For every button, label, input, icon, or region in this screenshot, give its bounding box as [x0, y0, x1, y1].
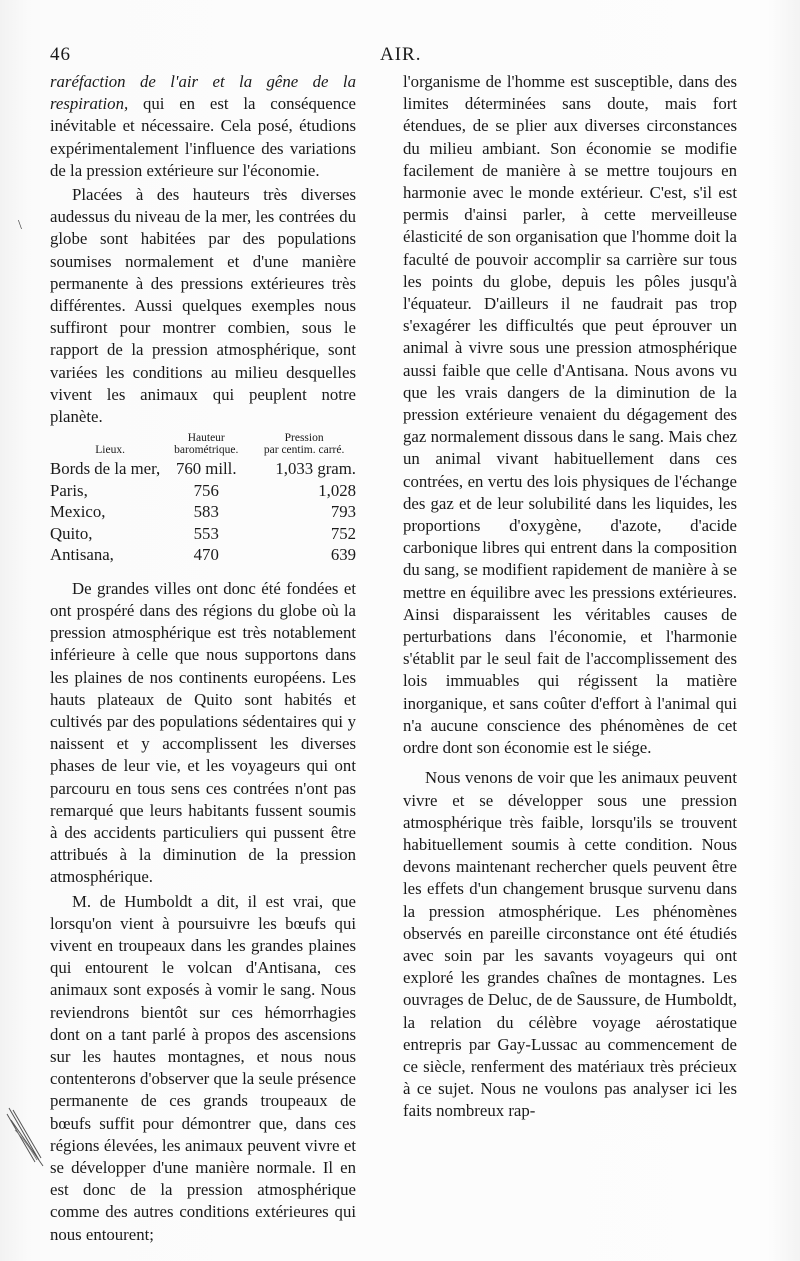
paragraph: M. de Humboldt a dit, il est vrai, que lorsqu'on vient à poursuivre les bœufs qui vivent en troupeaux dans les grandes plaines qui entourent le volcan d'Antisana, ces animaux sont exposés à vomir le sang. Nous reviendrons bientôt sur ces hémorrhagies dont on a tant parlé à propos des ascensions sur les hautes montagnes, et nous nous contenterons d'observer que la seule présence permanente de ces grands troupeaux de bœufs suffit pour démontrer que, dans ces régions élevées, les animaux peuvent vivre et se développer d'une manière normale. Il en est donc de la pression atmosphérique comme des autres conditions extérieures qui nous entourent; [50, 891, 356, 1244]
table-row [50, 544, 356, 566]
paragraph: Nous venons de voir que les animaux peuvent vivre et se développer sous une pression atmosphérique très faible, lorsqu'ils se trouvent habituellement soumis à cette condition. Nous devons maintenant rechercher quels peuvent être les effets d'un changement brusque survenu dans la pression atmosphérique. Les phénomènes observés en pareille circonstance ont été étudiés avec soin par les savants voyageurs qui ont exploré les grandes chaînes de montagnes. Les ouvrages de Deluc, de de Saussure, de Humboldt, la relation du célèbre voyage aérostatique entrepris par Gay-Lussac au commencement de ce siècle, renferment des matériaux très précieux à ce sujet. Nous ne voulons pas analyser ici les faits nombreux rap- [403, 768, 737, 1121]
column-header-place: Lieux. [95, 444, 125, 457]
table-header-row [50, 432, 356, 458]
place-cell: Mexico, [50, 502, 106, 522]
pressure-cell: 793 [330, 502, 356, 522]
pressure-cell: 752 [330, 523, 356, 543]
paragraph [50, 71, 356, 182]
page-number: 46 [50, 44, 71, 65]
table-row [50, 480, 356, 502]
paragraph: Placées à des hauteurs très diverses audessus du niveau de la mer, les contrées du globe sont habitées par des populations soumises normalement et d'une manière permanente à des pressions extérieures très différentes. Aussi quelques exemples nous suffiront pour montrer combien, sous le rapport de la pression atmosphérique, sont variées les conditions au milieu desquelles vivent les animaux qui peuplent notre planète. [50, 185, 356, 427]
pressure-table [50, 432, 356, 566]
column-header-pressure [252, 432, 356, 458]
table-row [50, 523, 356, 545]
running-title: AIR. [380, 44, 422, 65]
left-column [50, 71, 356, 1248]
pressure-cell: 1,028 [318, 480, 356, 500]
pressure-cell: 639 [330, 545, 356, 565]
header-line: Pression [284, 432, 324, 445]
place-cell: Quito, [50, 523, 93, 543]
place-cell: Antisana, [50, 545, 114, 565]
header-line: barométrique. [174, 444, 239, 457]
column-header-height [160, 432, 252, 458]
paragraph: De grandes villes ont donc été fondées et ont prospéré dans des régions du globe où la pression atmosphérique est très notablement inférieure à celle que nous supportons dans les plaines de nos continents européens. Les hauts plateaux de Quito sont habités et cultivés par des populations sédentaires qui y naissent et y accomplissent les diverses phases de leur vie, et les voyageurs qui ont parcouru en tous sens ces contrées n'ont pas remarqué que leurs habitants fussent soumis à des accidents particuliers qui pussent être attribués à la diminution de la pression atmosphérique. [50, 578, 356, 887]
right-column [403, 71, 737, 1125]
place-cell: Bords de la mer, [50, 459, 161, 479]
header-line: Hauteur [187, 432, 225, 445]
table-row [50, 458, 356, 480]
height-cell: 760 mill. [175, 459, 237, 479]
quill-doodle-icon [5, 1100, 45, 1180]
paragraph-text: qui en est la conséquence inévitable et nécessaire. Cela posé, étudions expérimentalement l'influence des variations de la pression extérieure sur l'économie. [50, 94, 356, 180]
italic-phrase: raréfaction de l'air et la gêne de la respiration, [50, 72, 356, 114]
table-row [50, 501, 356, 523]
height-cell: 756 [193, 480, 219, 500]
height-cell: 553 [193, 523, 219, 543]
height-cell: 583 [193, 502, 219, 522]
paragraph: l'organisme de l'homme est susceptible, dans des limites déterminées sans doute, mais fort étendues, de se plier aux diverses circonstances du milieu ambiant. Son économie se modifie facilement de manière à se mettre toujours en harmonie avec le monde extérieur. C'est, s'il est permis d'ainsi parler, à cette merveilleuse élasticité de son organisation que l'homme doit la faculté de pouvoir accomplir sa carrière sur tous les points du globe, depuis les pôles jusqu'à l'équateur. D'ailleurs il ne faudrait pas trop s'exagérer les difficultés que peut éprouver un animal à vivre sous une pression atmosphérique aussi faible que celle d'Antisana. Nous avons vu que les vrais dangers de la diminution de la pression extérieure venaient du dégagement des gaz normalement dissous dans le sang. Mais chez un animal vivant habituellement dans ces contrées, en vertu des lois physiques de l'échange des gaz et de leur solubilité dans les liquides, les proportions d'oxygène, d'azote, d'acide carbonique libres qui entrent dans la composition du sang, se modifient rapidement de manière à se mettre en équilibre avec les pressions extérieures. Ainsi disparaissent les véritables causes de perturbations dans l'économie, et l'harmonie s'établit par le seul fait de l'accomplissement des lois immuables qui régissent la matière inorganique, et sans coûter d'effort à l'animal qui n'a aucune conscience des phénomènes de cet ordre dont son économie est le siége. [403, 72, 737, 758]
place-cell: Paris, [50, 480, 88, 500]
height-cell: 470 [193, 545, 219, 565]
running-head [50, 44, 770, 68]
pressure-cell: 1,033 gram. [275, 459, 356, 479]
margin-mark: \ [18, 218, 22, 233]
header-line: par centim. carré. [263, 444, 345, 457]
